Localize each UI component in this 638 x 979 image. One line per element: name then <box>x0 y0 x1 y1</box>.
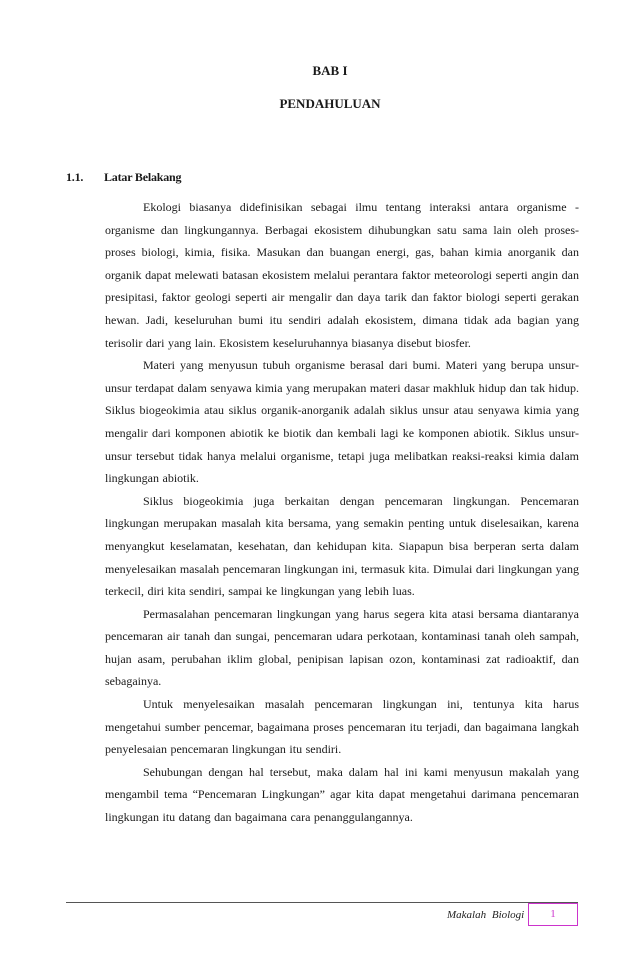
body-text <box>105 196 579 829</box>
paragraph: Materi yang menyusun tubuh organisme berasal dari bumi. Materi yang berupa unsur-unsur terdapat dalam senyawa kimia yang merupakan materi dasar makhluk hidup dan tak hidup. Siklus biogeokimia atau siklus organik-anorganik adalah siklus unsur atau senyawa kimia yang mengalir dari komponen abiotik ke biotik dan kembali lagi ke komponen abiotik. Siklus unsur-unsur tersebut tidak hanya melalui organisme, tetapi juga melibatkan reaksi-reaksi kimia dalam lingkungan abiotik. <box>105 358 579 486</box>
paragraph: Sehubungan dengan hal tersebut, maka dalam hal ini kami menyusun makalah yang mengambil tema “Pencemaran Lingkungan” agar kita dapat mengetahui darimana pencemaran lingkungan itu datang dan bagaimana cara penanggulangannya. <box>105 764 579 825</box>
paragraph: Siklus biogeokimia juga berkaitan dengan pencemaran lingkungan. Pencemaran lingkungan merupakan masalah kita bersama, yang semakin penting untuk diselesaikan, karena menyangkut keselamatan, kesehatan, dan kehidupan kita. Siapapun bisa berperan serta dalam menyelesaikan masalah pencemaran lingkungan ini, termasuk kita. Dimulai dari lingkungan yang terkecil, diri kita sendiri, sampai ke lingkungan yang lebih luas. <box>105 493 579 599</box>
page-number: 1 <box>528 903 578 926</box>
paragraph: Ekologi biasanya didefinisikan sebagai ilmu tentang interaksi antara organisme - organisme dan lingkungannya. Berbagai ekosistem dihubungkan satu sama lain oleh proses-proses biologi, kimia, fisika. Masukan dan buangan energi, gas, bahan kimia anorganik dan organik dapat melewati batasan ekosistem melalui perantara faktor meteorologi seperti angin dan presipitasi, faktor geologi seperti air mengalir dan daya tarik dan faktor biologi seperti gerakan hewan. Jadi, keseluruhan bumi itu sendiri adalah ekosistem, dimana tidak ada bagian yang terisolir dari yang lain. Ekosistem keseluruhannya biasanya disebut biosfer. <box>105 200 579 350</box>
section-heading <box>66 170 181 185</box>
paragraph: Permasalahan pencemaran lingkungan yang harus segera kita atasi bersama diantaranya pencemaran air tanah dan sungai, pencemaran udara perkotaan, kontaminasi tanah oleh sampah, hujan asam, perubahan iklim global, penipisan lapisan ozon, kontaminasi zat radioaktif, dan sebagainya. <box>105 606 579 689</box>
section-title: Latar Belakang <box>104 170 182 184</box>
chapter-number: BAB I <box>312 63 348 78</box>
section-number: 1.1. <box>66 170 84 184</box>
footer-label: Makalah Biologi <box>447 909 525 921</box>
chapter-title: PENDAHULUAN <box>279 96 381 111</box>
footer-divider <box>66 902 578 903</box>
paragraph: Untuk menyelesaikan masalah pencemaran lingkungan ini, tentunya kita harus mengetahui sumber pencemar, bagaimana proses pencemaran itu terjadi, dan bagaimana langkah penyelesaian pencemaran lingkungan itu sendiri. <box>105 697 579 757</box>
